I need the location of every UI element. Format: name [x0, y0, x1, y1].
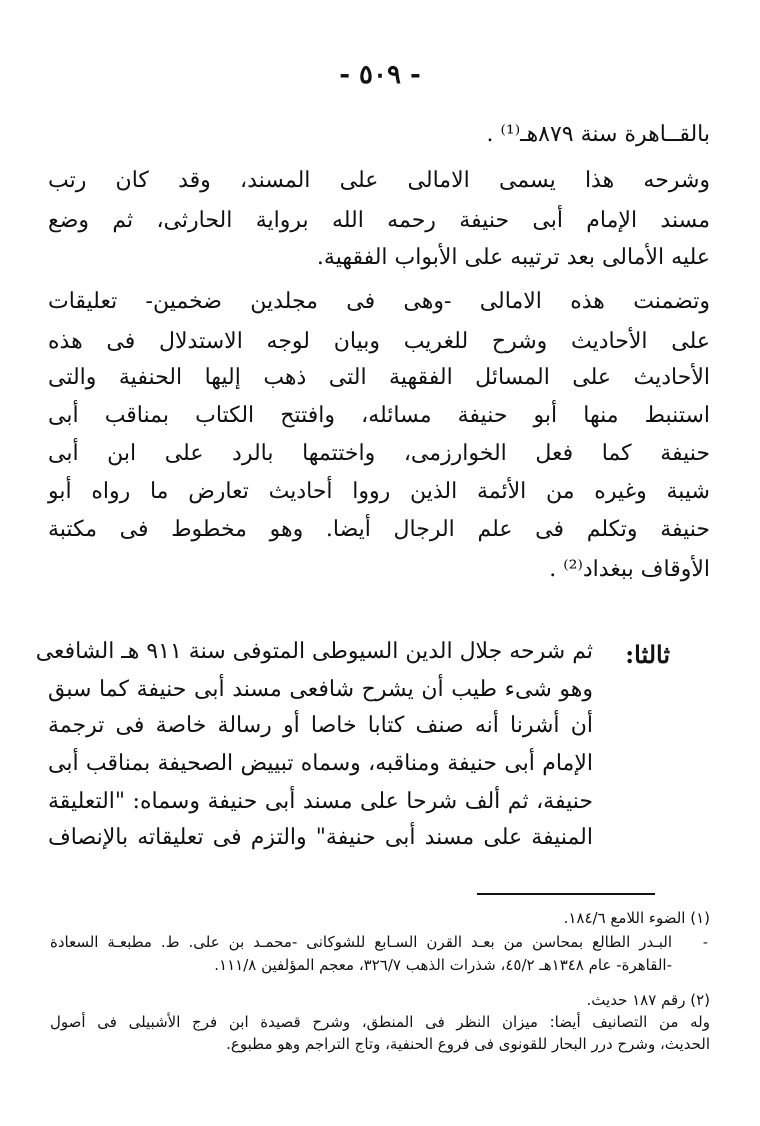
- text-line: عليه الأمالى بعد ترتيبه على الأبواب الفقهية.: [316, 245, 710, 270]
- text-line: الإمام أبى حنيفة ومناقبه، وسماه تبييض الصحيفة بمناقب أبى: [48, 751, 593, 776]
- text-line: وشرحه هذا يسمى الامالى على المسند، وقد كان رتب: [48, 168, 710, 193]
- text-line: المنيفة على مسند أبى حنيفة" والتزم فى تعليقاته بالإنصاف: [48, 825, 593, 850]
- footnote-line: وله من التصانيف أيضا: ميزان النظر فى المنطق، وشرح قصيدة ابن فرج الأشبيلى فى أصول: [50, 1013, 710, 1031]
- text-line: بالقــاهرة سنة ٨٧٩هـ⁽¹⁾ .: [486, 122, 710, 147]
- footnote-line: -القاهرة- عام ١٣٤٨هـ ٤٥/٢، شذرات الذهب ٣٢٦/٧، معجم المؤلفين ١١١/٨.: [214, 956, 672, 974]
- text-line: وتضمنت هذه الامالى -وهى فى مجلدين ضخمين- تعليقات: [48, 289, 710, 314]
- footnote-separator: [477, 893, 655, 895]
- footnote-line: البـدر الطالع بمحاسن من بعـد القرن السـابع للشوكانى -محمـد بن على. ط. مطبعـة السعادة: [50, 933, 672, 951]
- footnote-dash: -: [702, 933, 708, 951]
- footnote-line: الحديث، وشرح درر البحار للقونوى فى فروع الحنفية، وتاج التراجم وهو مطبوع.: [226, 1035, 710, 1053]
- text-line: حنيفة وتكلم فى علم الرجال أيضا. وهو مخطوط فى مكتبة: [48, 517, 710, 542]
- footnote-line: (١) الضوء اللامع ١٨٤/٦.: [563, 909, 710, 927]
- text-line: الأوقاف ببغداد⁽²⁾ .: [549, 557, 710, 582]
- text-line: حنيفة، ثم ألف شرحا على مسند أبى حنيفة وسماه: "التعليقة: [48, 789, 593, 814]
- text-line: وهو شىء طيب أن يشرح شافعى مسند أبى حنيفة كما سبق: [48, 677, 593, 702]
- text-line: استنبط منها أبو حنيفة مسائله، وافتتح الكتاب بمناقب أبى: [48, 403, 710, 428]
- text-line: على الأحاديث وشرح للغريب وبيان لوجه الاستدلال فى هذه: [48, 329, 710, 354]
- text-line: ثم شرحه جلال الدين السيوطى المتوفى سنة ٩١١ هـ الشافعى: [35, 639, 593, 664]
- text-line: حنيفة كما فعل الخوارزمى، واختتمها بالرد على ابن أبى: [48, 441, 710, 466]
- text-line: شيبة وغيره من الأئمة الذين رووا أحاديث تعارض ما رواه أبو: [48, 479, 710, 504]
- text-line: مسند الإمام أبى حنيفة رحمه الله برواية الحارثى، ثم وضع: [48, 208, 710, 233]
- section-label: ثالثا:: [625, 640, 670, 669]
- text-line: أن أشرنا أنه صنف كتابا خاصا أو رسالة خاصة فى ترجمة: [48, 713, 593, 738]
- text-line: الأحاديث على المسائل الفقهية التى ذهب إليها الحنفية والتى: [48, 365, 710, 390]
- page-number: - ٥٠٩ -: [339, 60, 421, 90]
- footnote-line: (٢) رقم ١٨٧ حديث.: [586, 991, 710, 1009]
